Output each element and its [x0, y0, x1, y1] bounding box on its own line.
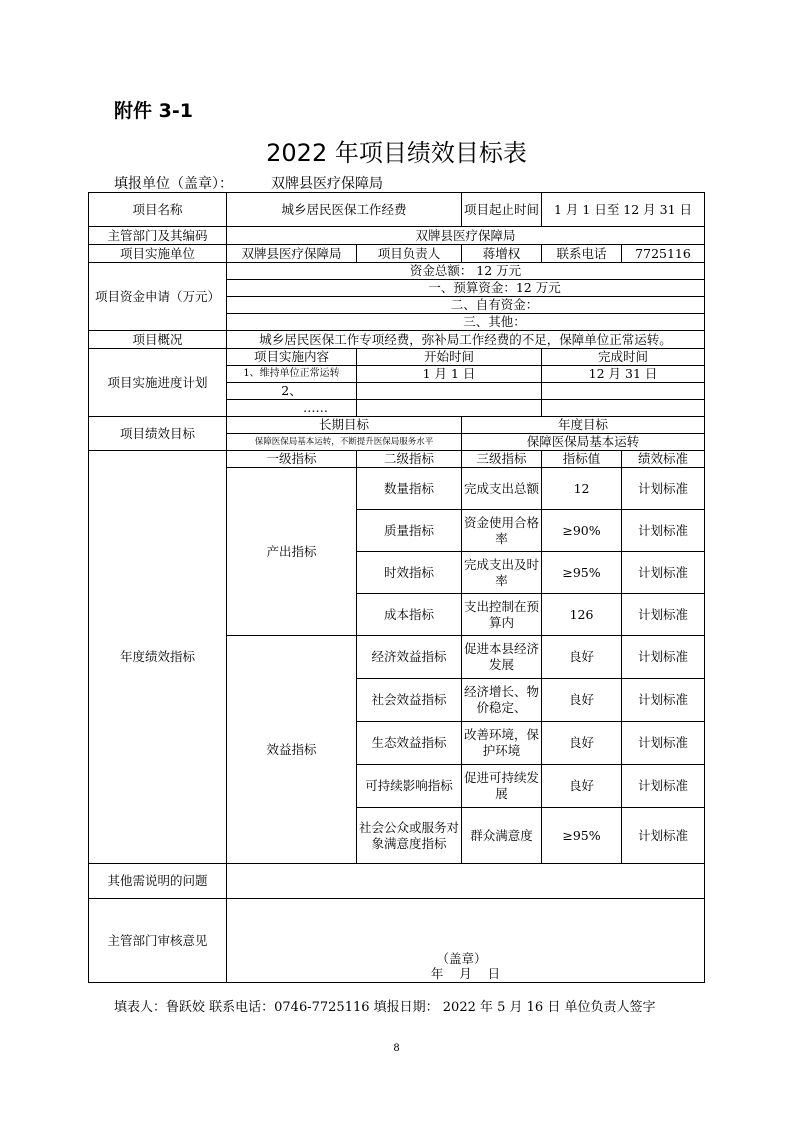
plan-header-start: 开始时间 — [357, 349, 542, 366]
indicator-level3: 支出控制在预算内 — [462, 594, 542, 636]
indicator-level2: 社会公众或服务对象满意度指标 — [357, 808, 462, 864]
plan-item-start: 1 月 1 日 — [357, 366, 542, 383]
department-label: 主管部门及其编码 — [89, 227, 227, 245]
indicator-standard: 计划标准 — [622, 722, 705, 765]
leader-label: 项目负责人 — [357, 245, 462, 263]
reporting-unit-value: 双牌县医疗保障局 — [271, 176, 383, 192]
indicator-header-value: 指标值 — [542, 451, 622, 468]
plan-item-content: …… — [227, 400, 357, 417]
overview-label: 项目概况 — [89, 331, 227, 349]
plan-item-start — [357, 383, 542, 400]
indicator-level3: 促进本县经济发展 — [462, 636, 542, 679]
indicator-header-level2: 二级指标 — [357, 451, 462, 468]
reporting-unit-label: 填报单位（盖章）： — [114, 176, 233, 192]
project-period-label: 项目起止时间 — [462, 193, 542, 227]
plan-item-end — [542, 400, 705, 417]
indicator-level2: 社会效益指标 — [357, 679, 462, 722]
indicator-benefit: 效益指标 — [227, 636, 357, 864]
project-name-label: 项目名称 — [89, 193, 227, 227]
review-value — [227, 899, 705, 983]
indicators-label: 年度绩效指标 — [89, 451, 227, 864]
indicator-header-level3: 三级指标 — [462, 451, 542, 468]
row-other-notes — [89, 864, 705, 899]
fund-total: 资金总额： 12 万元 — [227, 263, 705, 280]
other-notes-label: 其他需说明的问题 — [89, 864, 227, 899]
review-label: 主管部门审核意见 — [89, 899, 227, 983]
fund-other: 三、其他： — [227, 314, 705, 331]
plan-header-end: 完成时间 — [542, 349, 705, 366]
indicator-level3: 完成支出总额 — [462, 468, 542, 510]
indicator-standard: 计划标准 — [622, 679, 705, 722]
indicator-value: 良好 — [542, 636, 622, 679]
indicator-level3: 改善环境，保护环境 — [462, 722, 542, 765]
goal-long-value: 保障医保局基本运转，不断提升医保局服务水平 — [227, 434, 462, 451]
review-date: 年 月 日 — [430, 966, 501, 982]
indicator-value: ≥95% — [542, 808, 622, 864]
department-value: 双牌县医疗保障局 — [227, 227, 705, 245]
row-fund-total — [89, 263, 705, 280]
overview-value: 城乡居民医保工作专项经费，弥补局工作经费的不足，保障单位正常运转。 — [227, 331, 705, 349]
attachment-number: 附件 3-1 — [114, 100, 193, 122]
leader-value: 蒋增权 — [462, 245, 542, 263]
implementer-value: 双牌县医疗保障局 — [227, 245, 357, 263]
indicator-level3: 资金使用合格率 — [462, 510, 542, 552]
indicator-level2: 经济效益指标 — [357, 636, 462, 679]
row-goal-header — [89, 417, 705, 434]
plan-item-content: 2、 — [227, 383, 357, 400]
row-plan-header — [89, 349, 705, 366]
fund-own: 二、自有资金： — [227, 297, 705, 314]
indicator-level2: 可持续影响指标 — [357, 765, 462, 808]
indicator-level3: 群众满意度 — [462, 808, 542, 864]
indicator-value: ≥90% — [542, 510, 622, 552]
indicator-standard: 计划标准 — [622, 765, 705, 808]
indicator-standard: 计划标准 — [622, 636, 705, 679]
row-overview — [89, 331, 705, 349]
page-title: 2022 年项目绩效目标表 — [266, 139, 527, 167]
plan-item-content: 1、维持单位正常运转 — [227, 366, 357, 383]
indicator-level3: 经济增长、物价稳定、 — [462, 679, 542, 722]
indicator-value: 良好 — [542, 765, 622, 808]
phone-value: 7725116 — [622, 245, 705, 263]
indicator-standard: 计划标准 — [622, 808, 705, 864]
fund-label: 项目资金申请（万元） — [89, 263, 227, 331]
indicator-level2: 生态效益指标 — [357, 722, 462, 765]
indicator-value: 良好 — [542, 679, 622, 722]
indicator-value: 126 — [542, 594, 622, 636]
indicator-value: ≥95% — [542, 552, 622, 594]
plan-item-start — [357, 400, 542, 417]
indicator-standard: 计划标准 — [622, 594, 705, 636]
indicator-level2: 时效指标 — [357, 552, 462, 594]
indicator-level2: 质量指标 — [357, 510, 462, 552]
indicator-standard: 计划标准 — [622, 552, 705, 594]
performance-table — [88, 192, 705, 983]
goal-long-header: 长期目标 — [227, 417, 462, 434]
goal-label: 项目绩效目标 — [89, 417, 227, 451]
fund-budget: 一、预算资金：12 万元 — [227, 280, 705, 297]
reporting-unit — [114, 173, 383, 193]
other-notes-value — [227, 864, 705, 899]
indicator-level2: 成本指标 — [357, 594, 462, 636]
indicator-level2: 数量指标 — [357, 468, 462, 510]
page-number: 8 — [393, 1043, 400, 1054]
phone-label: 联系电话 — [542, 245, 622, 263]
row-indicator-header — [89, 451, 705, 468]
row-department — [89, 227, 705, 245]
indicator-level3: 完成支出及时率 — [462, 552, 542, 594]
goal-year-value: 保障医保局基本运转 — [462, 434, 705, 451]
indicator-level3: 促进可持续发展 — [462, 765, 542, 808]
goal-year-header: 年度目标 — [462, 417, 705, 434]
plan-header-content: 项目实施内容 — [227, 349, 357, 366]
indicator-standard: 计划标准 — [622, 510, 705, 552]
row-implementer — [89, 245, 705, 263]
indicator-standard: 计划标准 — [622, 468, 705, 510]
indicator-value: 良好 — [542, 722, 622, 765]
indicator-value: 12 — [542, 468, 622, 510]
project-name-value: 城乡居民医保工作经费 — [227, 193, 462, 227]
project-period-value: 1 月 1 日至 12 月 31 日 — [542, 193, 705, 227]
plan-item-end: 12 月 31 日 — [542, 366, 705, 383]
indicator-header-standard: 绩效标准 — [622, 451, 705, 468]
footer-filler: 填表人：鲁跃姣 联系电话：0746-7725116 填报日期： 2022 年 5 月 16 日 单位负责人签字 — [114, 1000, 656, 1015]
implementer-label: 项目实施单位 — [89, 245, 227, 263]
seal-text: （盖章） — [436, 950, 487, 966]
row-review — [89, 899, 705, 983]
row-project-name — [89, 193, 705, 227]
indicator-header-level1: 一级指标 — [227, 451, 357, 468]
indicator-output: 产出指标 — [227, 468, 357, 636]
plan-label: 项目实施进度计划 — [89, 349, 227, 417]
plan-item-end — [542, 383, 705, 400]
